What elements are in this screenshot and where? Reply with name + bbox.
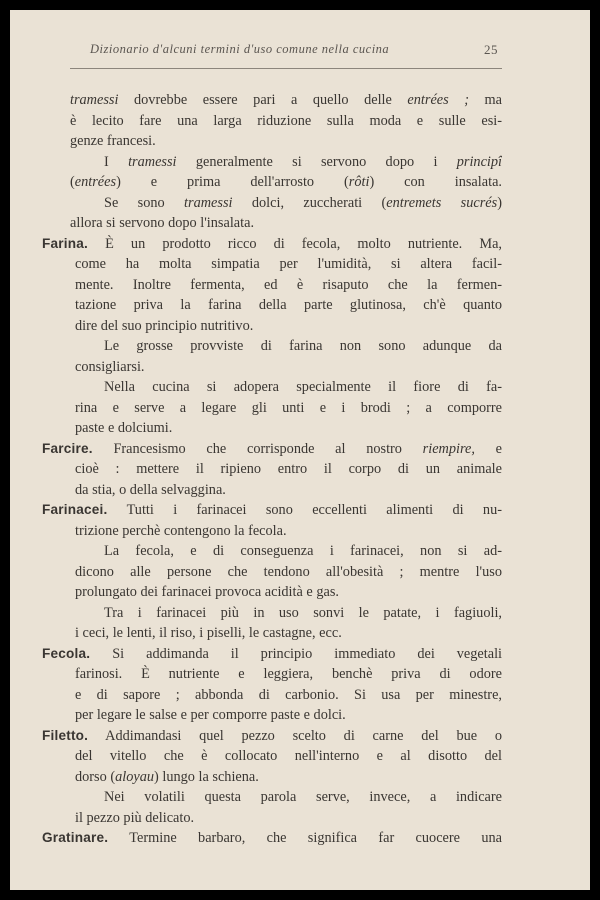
text-line: dorso (aloyau) lungo la schiena. [75,768,259,785]
text-line: da stia, o della selvaggina. [75,481,226,498]
text-line: Nei volatili questa parola serve, invece, a indicare [104,789,502,805]
text-line: il pezzo più delicato. [75,809,195,826]
entry-term: Farina. [42,235,88,251]
entry-farina: Farina. È un prodotto ricco di fecola, molto nutriente. Ma, [42,235,502,252]
page-text [42,90,502,849]
text-line: (entrées) e prima dell'arrosto (rôti) con insalata. [70,174,502,190]
text-line: allora si servono dopo l'insalata. [70,215,255,231]
running-title: Dizionario d'alcuni termini d'uso comune nella cucina [90,42,390,56]
entry-filetto: Filetto. Addimandasi quel pezzo scelto di carne del bue o [42,727,502,744]
text-line: consigliarsi. [75,358,145,375]
text-line: del vitello che è collocato nell'interno e al disotto del [75,748,502,764]
text-line: i ceci, le lenti, il riso, i piselli, le castagne, ecc. [75,625,342,641]
text-line: dire del suo principio nutritivo. [75,317,254,334]
text-line: per legare le salse e per comporre paste e dolci. [75,707,346,723]
text-line: La fecola, e di conseguenza i farinacei, non si ad- [104,543,502,559]
text-line: mente. Inoltre fermenta, ed è risaputo che la fermen- [75,276,502,293]
text-line: Tra i farinacei più in uso sonvi le patate, i fagiuoli, [104,604,502,621]
text-line: Se sono tramessi dolci, zuccherati (entremets sucrés) [104,194,502,211]
text-line: Nella cucina si adopera specialmente il fiore di fa- [104,379,502,395]
text-line: Le grosse provviste di farina non sono adunque da [104,338,502,354]
text-line: trizione perchè contengono la fecola. [75,522,287,539]
entry-term: Fecola. [42,645,91,661]
text-line: paste e dolciumi. [75,420,173,436]
entry-farinacei: Farinacei. Tutti i farinacei sono eccellenti alimenti di nu- [42,502,502,518]
entry-term: Filetto. [42,727,89,743]
page-number: 25 [484,42,498,57]
header-rule [70,68,502,69]
text-line: è lecito fare una larga riduzione sulla moda e sulle esi- [70,112,502,129]
entry-term: Farcire. [42,440,93,456]
text-line: genze francesi. [70,133,156,149]
entry-farcire: Farcire. Francesismo che corrisponde al nostro riempire, e [42,440,502,457]
entry-fecola: Fecola. Si addimanda il principio immediato dei vegetali [42,645,502,662]
text-line: cioè : mettere il ripieno entro il corpo di un animale [75,461,502,477]
entry-term: Farinacei. [42,502,108,517]
text-line: I tramessi generalmente si servono dopo i principî [104,153,502,170]
text-line: come ha molta simpatia per l'umidità, si altera facil- [75,256,502,272]
text-line: tazione priva la farina della parte glutinosa, ch'è quanto [75,297,502,313]
text-line: tramessi dovrebbe essere pari a quello delle entrées ; ma [70,92,502,108]
entry-term: Gratinare. [42,830,109,845]
running-header [90,42,498,57]
text-line: e di sapore ; abbonda di carbonio. Si usa per minestre, [75,686,502,703]
book-page [10,10,590,890]
text-line: prolungato dei farinacei provoca acidità e gas. [75,584,339,600]
text-line: rina e serve a legare gli unti e i brodi ; a comporre [75,399,502,416]
text-line: dicono alle persone che tendono all'obesità ; mentre l'uso [75,563,502,580]
entry-gratinare: Gratinare. Termine barbaro, che significa far cuocere una [42,830,502,846]
text-line: farinosi. È nutriente e leggiera, benchè priva di odore [75,666,502,682]
